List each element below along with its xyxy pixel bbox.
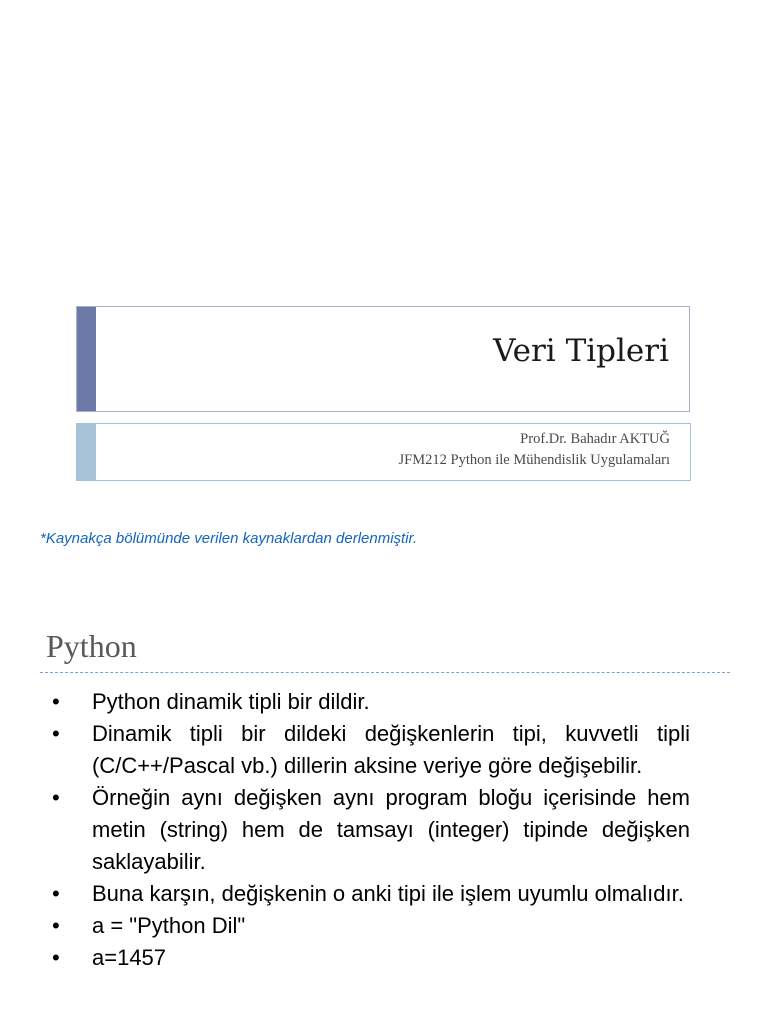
- section-heading: Python: [46, 628, 137, 664]
- bullet-icon: •: [52, 881, 60, 906]
- author-name: Prof.Dr. Bahadır AKTUĞ: [520, 431, 670, 447]
- bullet-icon: •: [52, 913, 60, 938]
- title-box: [76, 306, 690, 412]
- list-item-text: Örneğin aynı değişken aynı program bloğu içerisinde hem metin (string) hem de tamsayı (integer) tipinde değişken saklayabilir.: [92, 785, 690, 874]
- list-item: [52, 782, 690, 878]
- course-name: JFM212 Python ile Mühendislik Uygulamaları: [398, 452, 670, 468]
- subtitle-box: [76, 423, 691, 481]
- bullet-icon: •: [52, 689, 60, 714]
- source-note: *Kaynakça bölümünde verilen kaynaklardan derlenmiştir.: [40, 530, 418, 547]
- subtitle-accent-bar: [77, 424, 96, 480]
- bullet-icon: •: [52, 721, 60, 746]
- list-item: [52, 718, 690, 782]
- list-item-text: Buna karşın, değişkenin o anki tipi ile işlem uyumlu olmalıdır.: [92, 881, 684, 906]
- list-item: [52, 686, 690, 718]
- list-item-text: Dinamik tipli bir dildeki değişkenlerin tipi, kuvvetli tipli (C/C++/Pascal vb.) dillerin aksine veriye göre değişebilir.: [92, 721, 690, 778]
- list-item-text: a = "Python Dil": [92, 913, 246, 938]
- slide-title: Veri Tipleri: [493, 333, 669, 369]
- bullet-icon: •: [52, 785, 60, 810]
- bullet-icon: •: [52, 945, 60, 970]
- list-item-text: a=1457: [92, 945, 167, 970]
- list-item: [52, 910, 690, 942]
- list-item-text: Python dinamik tipli bir dildir.: [92, 689, 370, 714]
- section-divider: [40, 672, 730, 673]
- title-accent-bar: [77, 307, 96, 411]
- list-item: [52, 942, 690, 974]
- bullet-list: [52, 686, 690, 974]
- list-item: [52, 878, 690, 910]
